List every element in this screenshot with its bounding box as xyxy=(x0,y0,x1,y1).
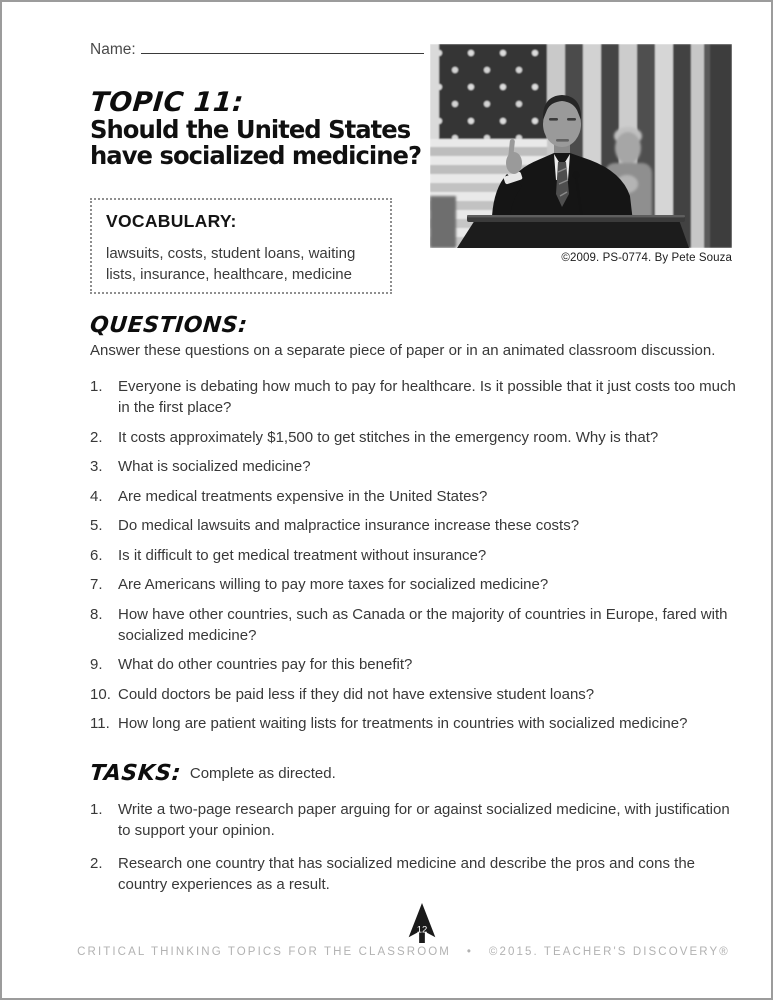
questions-heading: QUESTIONS: xyxy=(89,313,249,338)
obama-speech-photo xyxy=(430,44,732,248)
question-item: How have other countries, such as Canada or the majority of countries in Europe, fared with socialized medicine? xyxy=(118,605,728,644)
name-label: Name: xyxy=(90,41,136,58)
page-title-line1: Should the United States xyxy=(90,115,411,144)
photo-caption: ©2009. PS-0774. By Pete Souza xyxy=(561,252,732,264)
question-item: Are Americans willing to pay more taxes for socialized medicine? xyxy=(118,576,549,593)
tasks-heading: TASKS: xyxy=(89,761,183,786)
question-item: Everyone is debating how much to pay for healthcare. Is it possible that it just costs too much in the first place? xyxy=(118,378,736,416)
arrowhead-page-number-logo xyxy=(406,903,438,943)
obama-speech-photo-art xyxy=(430,44,732,248)
name-blank-line xyxy=(141,38,424,54)
page-number: 12 xyxy=(416,924,428,936)
questions-intro: Answer these questions on a separate piece of paper or in an animated classroom discussion. xyxy=(90,342,716,359)
topic-label: TOPIC 11: xyxy=(89,87,246,118)
vocabulary-heading: VOCABULARY: xyxy=(106,211,237,231)
vocabulary-words: lawsuits, costs, student loans, waiting lists, insurance, healthcare, medicine xyxy=(106,245,356,283)
question-item: Is it difficult to get medical treatment without insurance? xyxy=(118,546,487,564)
page-title-line2: have socialized medicine? xyxy=(90,141,422,170)
task-item: Research one country that has socialized medicine and describe the pros and cons the country experiences as a result. xyxy=(118,855,696,893)
tasks-list xyxy=(90,799,738,907)
questions-list xyxy=(90,376,738,743)
question-item: Do medical lawsuits and malpractice insurance increase these costs? xyxy=(118,517,580,534)
question-item: What is socialized medicine? xyxy=(118,458,311,475)
tasks-header-row xyxy=(89,761,336,786)
question-item: Are medical treatments expensive in the United States? xyxy=(118,487,488,505)
question-item: How long are patient waiting lists for treatments in countries with socialized medicine? xyxy=(118,715,688,732)
question-item: Could doctors be paid less if they did not have extensive student loans? xyxy=(118,685,595,703)
vocabulary-box xyxy=(90,198,392,294)
question-item: It costs approximately $1,500 to get stitches in the emergency room. Why is that? xyxy=(118,428,659,446)
task-item: Write a two-page research paper arguing for or against socialized medicine, with justification to support your opinion. xyxy=(118,801,730,839)
page-title xyxy=(90,117,421,169)
tasks-subheading: Complete as directed. xyxy=(189,765,336,782)
question-item: What do other countries pay for this benefit? xyxy=(118,656,413,673)
name-row xyxy=(90,38,424,59)
footer-text: CRITICAL THINKING TOPICS FOR THE CLASSROOM • ©2015. TEACHER'S DISCOVERY® xyxy=(77,946,730,958)
